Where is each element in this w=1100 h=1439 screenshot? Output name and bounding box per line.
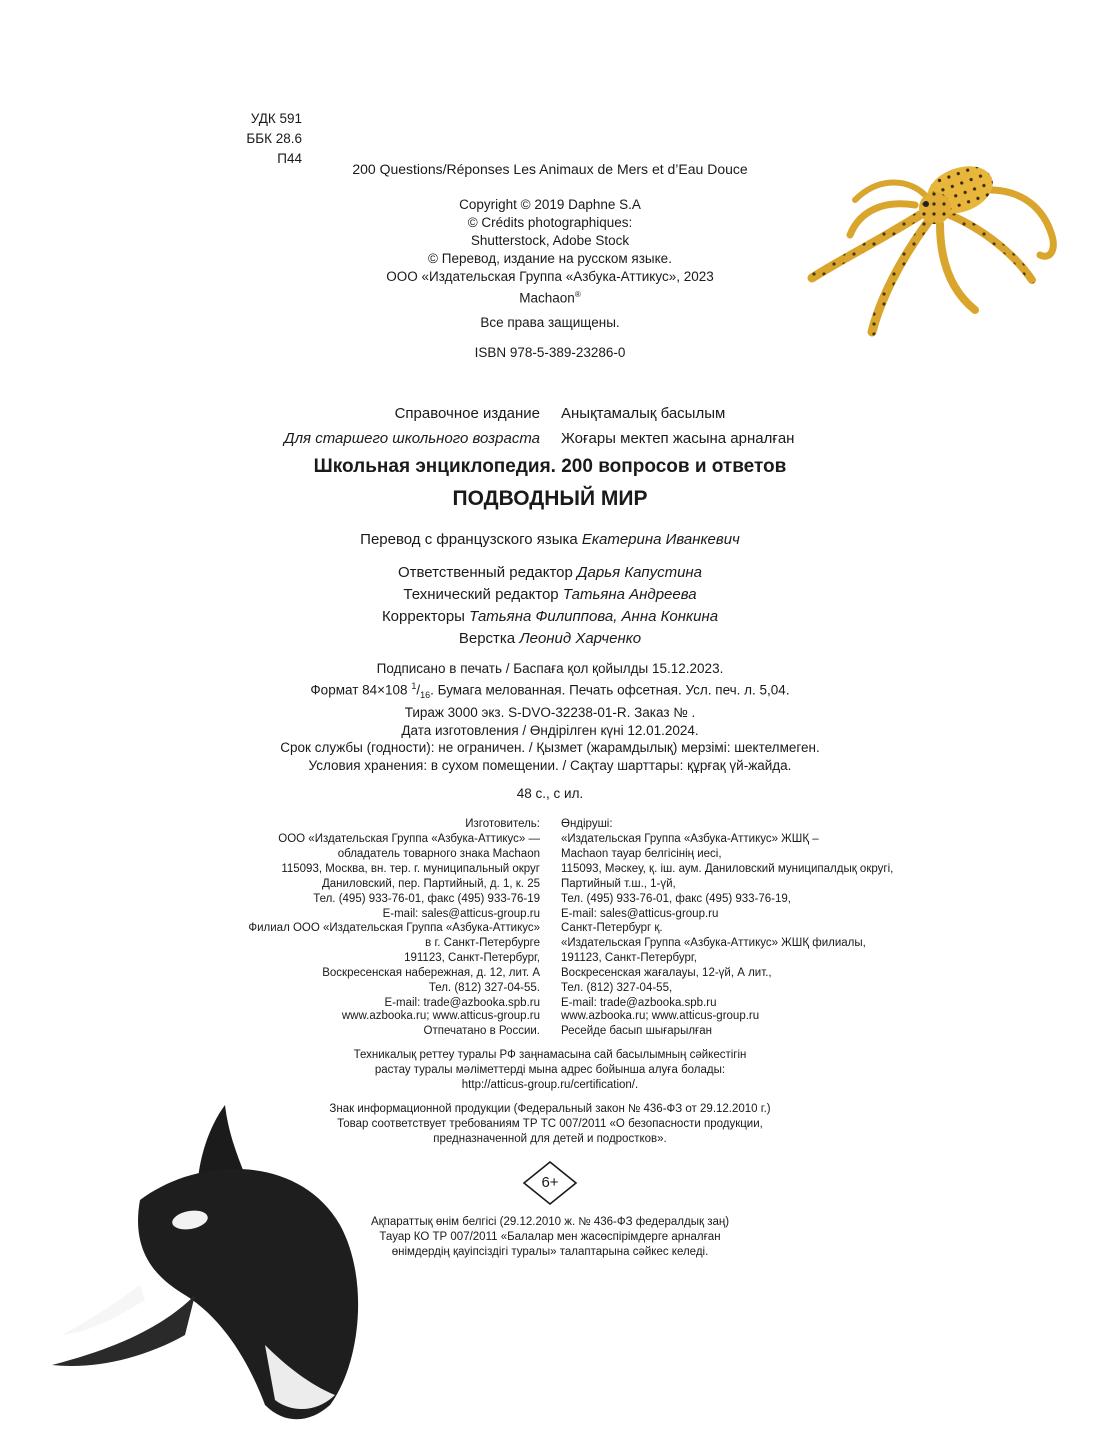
- credit-role: Верстка: [458, 630, 516, 647]
- branch-kz-email: E-mail: trade@azbooka.spb.ru: [561, 997, 717, 1009]
- storage-conditions: Условия хранения: в сухом помещении. / Сақтау шарттары: құрғақ үй-жайда.: [308, 757, 792, 773]
- bbk-code: ББК 28.6: [246, 131, 302, 146]
- format-numerator: 1: [411, 680, 417, 691]
- translator-name: Екатерина Иванкевич: [581, 531, 740, 548]
- manufacturer-ru-line: 115093, Москва, вн. тер. г. муниципальный округ: [281, 863, 540, 875]
- copyright-line: © Crédits photographiques:: [467, 215, 633, 230]
- websites-ru: www.azbooka.ru; www.atticus-group.ru: [341, 1010, 540, 1022]
- branch-ru: [140, 921, 540, 1011]
- manufacturer-ru-line: Даниловский, пер. Партийный, д. 1, к. 25: [321, 878, 540, 890]
- manufacturer-ru-line: ООО «Издательская Группа «Азбука-Аттикус» —: [278, 833, 540, 845]
- print-signed: Подписано в печать / Баспаға қол қойылды 15.12.2023.: [376, 661, 724, 676]
- age-rating-text: 6+: [541, 1174, 559, 1191]
- credit-name: Татьяна Андреева: [562, 586, 697, 603]
- manufacturer-kz-line: Өндіруші:: [561, 818, 613, 830]
- info-kz-line: Ақпараттық өнім белгісі (29.12.2010 ж. № 436-ФЗ федералдық заң): [370, 1216, 730, 1228]
- info-ru-line: Знак информационной продукции (Федеральный закон № 436-ФЗ от 29.12.2010 г.): [329, 1103, 771, 1115]
- format-details: . Бумага мелованная. Печать офсетная. Усл. печ. л. 5,04.: [430, 682, 790, 697]
- branch-kz-line: «Издательская Группа «Азбука-Аттикус» ЖШҚ филиалы,: [561, 937, 866, 949]
- credit-line: [0, 628, 1100, 650]
- manufacturer-kz-line: Тел. (495) 933-76-01, факс (495) 933-76-19,: [561, 893, 791, 905]
- branch-kz-line: Воскресенская жағалауы, 12-үй, А лит.,: [561, 967, 772, 979]
- web-ru: [140, 1009, 540, 1039]
- info-ru-line: Товар соответствует требованиям ТР ТС 007/2011 «О безопасности продукции,: [337, 1118, 763, 1130]
- edition-type-ru: Справочное издание: [394, 405, 540, 422]
- copyright-block: [0, 196, 1100, 308]
- age-group-kz: Жоғары мектеп жасына арналған: [561, 430, 795, 447]
- manufacturer-kz-line: Machaon тауар белгісінің иесі,: [561, 848, 722, 860]
- info-product-ru: [0, 1102, 1100, 1147]
- credit-role: Корректоры: [381, 608, 465, 625]
- print-run: Тираж 3000 экз. S-DVO-32238-01-R. Заказ № .: [404, 705, 696, 721]
- info-product-kz: [0, 1215, 1100, 1260]
- web-kz: [561, 1009, 981, 1039]
- branch-ru-line: в г. Санкт-Петербурге: [425, 937, 540, 949]
- manufacturer-kz-line: «Издательская Группа «Азбука-Аттикус» ЖШҚ –: [561, 833, 819, 845]
- tech-regulation-kz: [0, 1048, 1100, 1093]
- format-denominator: 16: [420, 689, 431, 700]
- tech-line: Техникалық реттеу туралы РФ заңнамасына сай басылымның сәйкестігін: [353, 1049, 747, 1061]
- original-title: 200 Questions/Réponses Les Animaux de Mers et d’Eau Douce: [352, 161, 748, 177]
- edition-type-kz: Анықтамалық басылым: [561, 405, 726, 422]
- info-kz-line: Тауар КО ТР 007/2011 «Балалар мен жасөспірімдерге арналған: [379, 1231, 721, 1243]
- branch-ru-line: Тел. (812) 327-04-55.: [428, 982, 540, 994]
- branch-ru-line: Филиал ООО «Издательская Группа «Азбука-Аттикус»: [248, 922, 540, 934]
- credit-name: Дарья Капустина: [577, 564, 703, 581]
- format-label: Формат 84×108: [310, 682, 408, 697]
- credits-block: [0, 562, 1100, 650]
- credit-line: [0, 606, 1100, 628]
- manufacture-date: Дата изготовления / Өндірілген күні 12.01.2024.: [401, 722, 699, 738]
- info-kz-line: өнімдердің қауіпсіздігі туралы» талаптарына сәйкес келеді.: [391, 1246, 709, 1258]
- book-title: ПОДВОДНЫЙ МИР: [452, 487, 648, 510]
- registered-mark: ®: [574, 290, 581, 299]
- tech-line: растау туралы мәліметтерді мына адрес бойынша алуға болады:: [374, 1064, 726, 1076]
- branch-kz-line: Тел. (812) 327-04-55,: [561, 982, 673, 994]
- series-title: Школьная энциклопедия. 200 вопросов и ответов: [313, 456, 787, 477]
- printed-in-ru: Отпечатано в России.: [423, 1025, 540, 1037]
- branch-ru-line: Воскресенская набережная, д. 12, лит. А: [322, 967, 540, 979]
- credit-line: [0, 584, 1100, 606]
- branch-ru-line: 191123, Санкт-Петербург,: [404, 952, 540, 964]
- credit-name: Леонид Харченко: [519, 630, 642, 647]
- author-mark: П44: [277, 151, 302, 166]
- rights-reserved: Все права защищены.: [480, 315, 620, 330]
- manufacturer-ru-line: обладатель товарного знака Machaon: [337, 848, 540, 860]
- format-line: Формат 84×108 $^1/_{16}$. Бумага мелованная. Печать офсетная. Усл. печ. л. 5,04.: [310, 680, 790, 700]
- manufacturer-kz-line: 115093, Мәскеу, қ. іш. аум. Даниловский муниципалдық округі,: [561, 863, 894, 875]
- print-details: [0, 660, 1100, 774]
- branch-kz-line: 191123, Санкт-Петербург,: [561, 952, 697, 964]
- branch-kz-line: Санкт-Петербург қ.: [561, 922, 663, 934]
- machaon-line: [0, 286, 1100, 308]
- credit-role: Технический редактор: [403, 586, 559, 603]
- credit-name: Татьяна Филиппова, Анна Конкина: [469, 608, 719, 625]
- printed-in-kz: Ресейде басып шығарылған: [561, 1025, 712, 1037]
- manufacturer-ru-line: Изготовитель:: [465, 818, 540, 830]
- websites-kz: www.azbooka.ru; www.atticus-group.ru: [561, 1010, 760, 1022]
- manufacturer-ru-line: Тел. (495) 933-76-01, факс (495) 933-76-19: [313, 893, 540, 905]
- machaon-brand: Machaon: [519, 290, 575, 306]
- translation-line: [0, 529, 1100, 551]
- service-life: Срок службы (годности): не ограничен. / Қызмет (жарамдылық) мерзімі: шектелмеген.: [280, 740, 820, 756]
- page-count: 48 с., с ил.: [516, 786, 584, 801]
- manufacturer-ru: [140, 817, 540, 922]
- copyright-line: © Перевод, издание на русском языке.: [428, 251, 672, 266]
- isbn: ISBN 978-5-389-23286-0: [474, 345, 626, 360]
- copyright-line: Shutterstock, Adobe Stock: [470, 233, 630, 248]
- translation-label: Перевод с французского языка: [360, 531, 578, 548]
- age-rating-badge: [522, 1160, 578, 1206]
- branch-ru-email: E-mail: trade@azbooka.spb.ru: [384, 997, 540, 1009]
- copyright-line: Copyright © 2019 Daphne S.A: [459, 197, 641, 212]
- info-ru-line: предназначенной для детей и подростков».: [433, 1133, 667, 1145]
- copyright-line: ООО «Издательская Группа «Азбука-Аттикус», 2023: [386, 269, 714, 284]
- orca-illustration: [50, 1105, 380, 1425]
- manufacturer-ru-email: E-mail: sales@atticus-group.ru: [382, 908, 540, 920]
- certification-url: http://atticus-group.ru/certification/.: [461, 1079, 639, 1091]
- manufacturer-kz-line: Партийный т.ш., 1-үй,: [561, 878, 676, 890]
- manufacturer-kz: [561, 817, 981, 922]
- credit-role: Ответственный редактор: [397, 564, 573, 581]
- udk-code: УДК 591: [250, 111, 302, 126]
- age-group-ru: Для старшего школьного возраста: [284, 430, 540, 447]
- credit-line: [0, 562, 1100, 584]
- manufacturer-kz-email: E-mail: sales@atticus-group.ru: [561, 908, 719, 920]
- branch-kz: [561, 921, 981, 1011]
